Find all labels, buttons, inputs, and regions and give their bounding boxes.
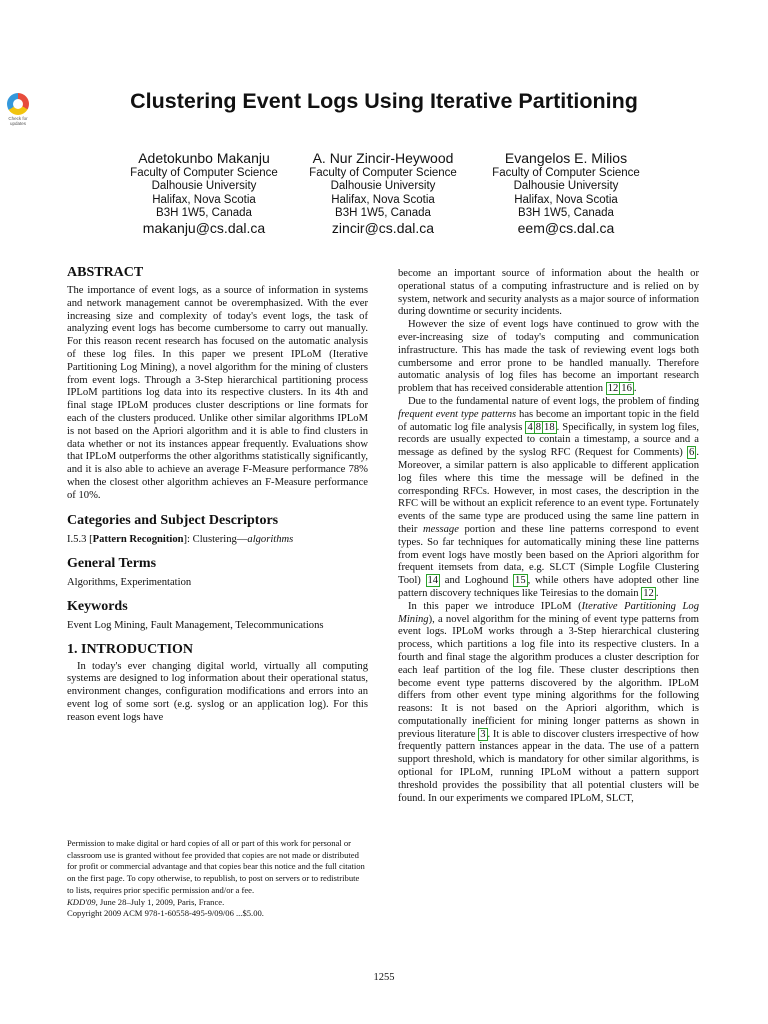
author-dept: Faculty of Computer Science bbox=[492, 167, 640, 179]
general-terms-text: Algorithms, Experimentation bbox=[67, 576, 192, 588]
author-postal: B3H 1W5, Canada bbox=[335, 206, 431, 219]
author-univ: Dalhousie University bbox=[330, 180, 436, 193]
author-3 bbox=[466, 150, 666, 236]
author-name: Evangelos E. Milios bbox=[504, 150, 628, 166]
author-email: zincir@cs.dal.ca bbox=[331, 220, 435, 237]
citation-link[interactable]: 18 bbox=[544, 421, 555, 433]
citation-link[interactable]: 15 bbox=[515, 575, 526, 587]
citation-link[interactable]: 12 bbox=[643, 587, 654, 599]
copyright-line: Copyright 2009 ACM 978-1-60558-495-9/09/06 ...$5.00. bbox=[67, 908, 264, 919]
author-postal: B3H 1W5, Canada bbox=[518, 206, 614, 219]
author-1 bbox=[104, 150, 304, 236]
introduction-heading: 1. INTRODUCTION bbox=[67, 641, 194, 657]
abstract-text: The importance of event logs, as a source of information in systems and network management cannot be overemphasized. With the ever increasing size and complexity of today's event logs, the task of analyzing event logs has become cumbersome to carry out manually. For this reason recent research has focused on the automatic analysis of these log files. In this paper we present IPLoM (Iterative Partitioning Log Mining), a novel algorithm for the mining of clusters from event logs. Through a 3-Step hierarchical partitioning process IPLoM partitions log data into its respective clusters. In its 4th and final stage IPLoM produces cluster descriptions or line formats for each of the clusters produced. Unlike other similar algorithms IPLoM is not based on the Apriori algorithm and it is able to find clusters in data whether or not its instances appear frequently. Evaluations show that IPLoM outperforms the other algorithms statistically significantly, and it is also able to achieve an average F-Measure performance 78% when the closest other algorithm achieves an F-Measure performance of 10%. bbox=[67, 285, 368, 501]
citation-link[interactable]: 6 bbox=[689, 447, 695, 459]
paragraph: However the size of event logs have continued to grow with the ever-increasing size of today's computing and communication infrastructure. This has made the task of reviewing event logs both cumbersome and error prone to be handled manually. Therefore automatic analysis of log files has become an important research problem that has received considerable attention 12 16 . bbox=[398, 319, 699, 395]
categories-heading: Categories and Subject Descriptors bbox=[67, 512, 279, 528]
author-name: A. Nur Zincir-Heywood bbox=[312, 150, 454, 166]
citation-link[interactable]: 8 bbox=[535, 421, 542, 433]
author-email: makanju@cs.dal.ca bbox=[142, 220, 266, 237]
citation-link[interactable]: 16 bbox=[621, 383, 632, 395]
page-number: 1255 bbox=[373, 972, 395, 983]
categories-text: I.5.3 [Pattern Recognition]: Clustering—algorithms bbox=[67, 533, 294, 545]
author-city: Halifax, Nova Scotia bbox=[152, 193, 256, 206]
author-name: Adetokunbo Makanju bbox=[138, 150, 270, 166]
paragraph: Due to the fundamental nature of event logs, the problem of finding frequent event type patterns has become an important topic in the field of automatic log file analysis 4 8 18 . Specifically, in system log files, records are usually expected to contain a timestamp, a source and a message as defined by the syslog RFC (Request for Comments) 6 . Moreover, a similar pattern is also applicable to different application log files where this time the message will be defined in the corresponding RFCs. However, in most cases, the description in the RFC will be without an explicit reference to an event type. Fortunately events of the same type are produced using the same line pattern in their message portion and these line patterns correspond to event types. So far techniques for automatically mining these line patterns from event logs have mostly been based on the Apriori algorithm for frequent itemsets from data, e.g. SLCT (Simple Logfile Clustering Tool) 14 and Loghound 15 , while others have adopted other line pattern discovery techniques like Teiresias to the domain 12 . bbox=[398, 395, 700, 599]
introduction-text: In today's ever changing digital world, virtually all computing systems are designed to log information about their operational status, environment changes, configuration modifications and errors into an event log of some sort (e.g. syslog or an application log). For this reason event logs have bbox=[67, 660, 368, 723]
citation-link[interactable]: 4 bbox=[527, 421, 533, 433]
paper-title: Clustering Event Logs Using Iterative Partitioning bbox=[130, 89, 638, 113]
citation-link[interactable]: 3 bbox=[480, 728, 486, 740]
keywords-heading: Keywords bbox=[67, 598, 128, 614]
author-city: Halifax, Nova Scotia bbox=[331, 193, 435, 206]
permission-footnote bbox=[67, 838, 368, 920]
author-dept: Faculty of Computer Science bbox=[309, 167, 457, 179]
general-terms-heading: General Terms bbox=[67, 555, 157, 571]
abstract-heading: ABSTRACT bbox=[67, 265, 144, 280]
author-dept: Faculty of Computer Science bbox=[130, 167, 278, 179]
left-column bbox=[67, 264, 368, 725]
right-column bbox=[398, 268, 699, 805]
author-city: Halifax, Nova Scotia bbox=[514, 193, 618, 206]
author-postal: B3H 1W5, Canada bbox=[156, 206, 252, 219]
paragraph: In this paper we introduce IPLoM (Iterative Partitioning Log Mining), a novel algorithm for the mining of event type patterns from event logs. IPLoM works through a 3-Step hierarchical clustering process, which partitions a log file into its respective clusters. In a fourth and final stage the algorithm produces a cluster description for each leaf partition of the log file. These cluster descriptions then become event type patterns discovered by the algorithm. IPLoM differs from other event type mining algorithms for the following reasons: It is not based on the Apriori algorithm, which is computationally inefficient for mining longer patterns as shown in previous literature 3 . It is able to discover clusters irrespective of how frequently pattern instances appear in the data. The use of a pattern support threshold, which is mandatory for other similar algorithms, is optional for IPLoM, running IPLoM without a pattern support threshold provides the possibility that all potential clusters will be found. In our experiments we compared IPLoM, SLCT, bbox=[398, 600, 699, 804]
permission-text: Permission to make digital or hard copies of all or part of this work for personal or classroom use is granted without fee provided that copies are not made or distributed for profit or commercial advantage and that copies bear this notice and the full citation on the first page. To copy otherwise, to republish, to post on servers or to redistribute to lists, requires prior specific permission and/or a fee. bbox=[67, 838, 365, 895]
citation-link[interactable]: 14 bbox=[427, 575, 439, 587]
paragraph: become an important source of information about the health or operational status of a computing infrastructure and is relied on by system, network and security analysts as a major source of information during downtime or security incidents. bbox=[398, 268, 699, 318]
badge-label: Check for updates bbox=[8, 116, 28, 126]
author-2 bbox=[283, 150, 483, 236]
author-email: eem@cs.dal.ca bbox=[517, 220, 615, 237]
keywords-text: Event Log Mining, Fault Management, Telecommunications bbox=[67, 619, 324, 631]
venue-line: KDD'09, June 28–July 1, 2009, Paris, France. bbox=[67, 896, 225, 907]
author-univ: Dalhousie University bbox=[151, 180, 257, 193]
citation-link[interactable]: 12 bbox=[607, 383, 619, 395]
author-univ: Dalhousie University bbox=[513, 180, 619, 193]
